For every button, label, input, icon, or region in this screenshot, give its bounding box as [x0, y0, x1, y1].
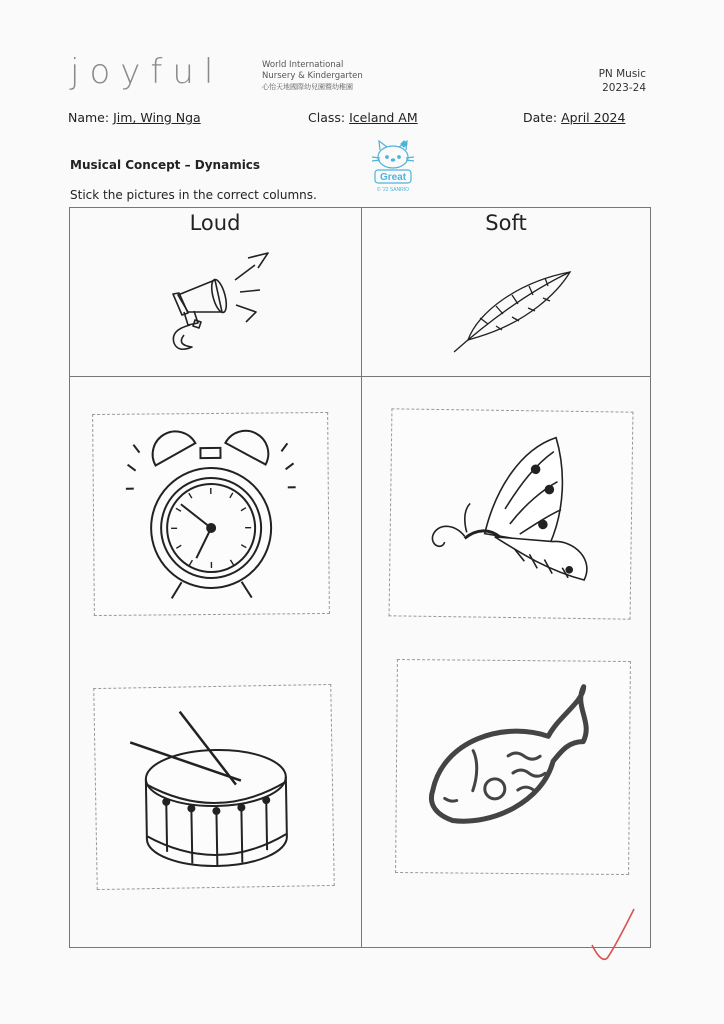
- school-name-chinese: 心怡天地國際幼兒園暨幼稚園: [262, 83, 353, 91]
- class-value: Iceland AM: [349, 110, 418, 125]
- soft-heading: Soft: [485, 211, 527, 235]
- date-label: Date:: [523, 110, 558, 125]
- stamp-caption: © '22 SANRIO: [376, 187, 410, 193]
- fish-icon: [422, 680, 603, 852]
- course-name: PN Music: [598, 68, 646, 80]
- drum-card: [93, 684, 334, 890]
- row-divider: [69, 376, 651, 377]
- school-name-line2: Nursery & Kindergarten: [262, 71, 363, 81]
- stamp-text: Great: [379, 172, 407, 183]
- class-field: [308, 110, 418, 125]
- drum-icon: [125, 701, 308, 874]
- school-name: [262, 60, 382, 93]
- alarm-clock-icon: [125, 419, 297, 610]
- alarm-clock-card: [92, 412, 330, 616]
- megaphone-icon: [160, 250, 280, 364]
- concept-title: Musical Concept – Dynamics: [70, 158, 261, 172]
- teacher-tick-mark: [588, 905, 638, 969]
- loud-heading: Loud: [189, 211, 241, 235]
- butterfly-card: [389, 408, 634, 619]
- school-year: 2023-24: [602, 82, 646, 94]
- great-stamp: [366, 138, 420, 194]
- butterfly-icon: [424, 428, 616, 601]
- feather-icon: [448, 262, 578, 361]
- date-value: April 2024: [561, 110, 626, 125]
- name-value: Jim, Wing Nga: [113, 110, 201, 125]
- column-divider: [361, 207, 362, 948]
- name-label: Name:: [68, 110, 110, 125]
- class-label: Class:: [308, 110, 346, 125]
- name-field: [68, 110, 201, 125]
- date-field: [523, 110, 625, 125]
- course-info: [599, 67, 646, 95]
- school-name-line1: World International: [262, 60, 344, 70]
- kitty-stamp-icon: [366, 138, 420, 194]
- instruction-text: Stick the pictures in the correct columns.: [70, 188, 317, 202]
- school-logo: joyful: [70, 52, 224, 92]
- fish-card: [395, 659, 631, 875]
